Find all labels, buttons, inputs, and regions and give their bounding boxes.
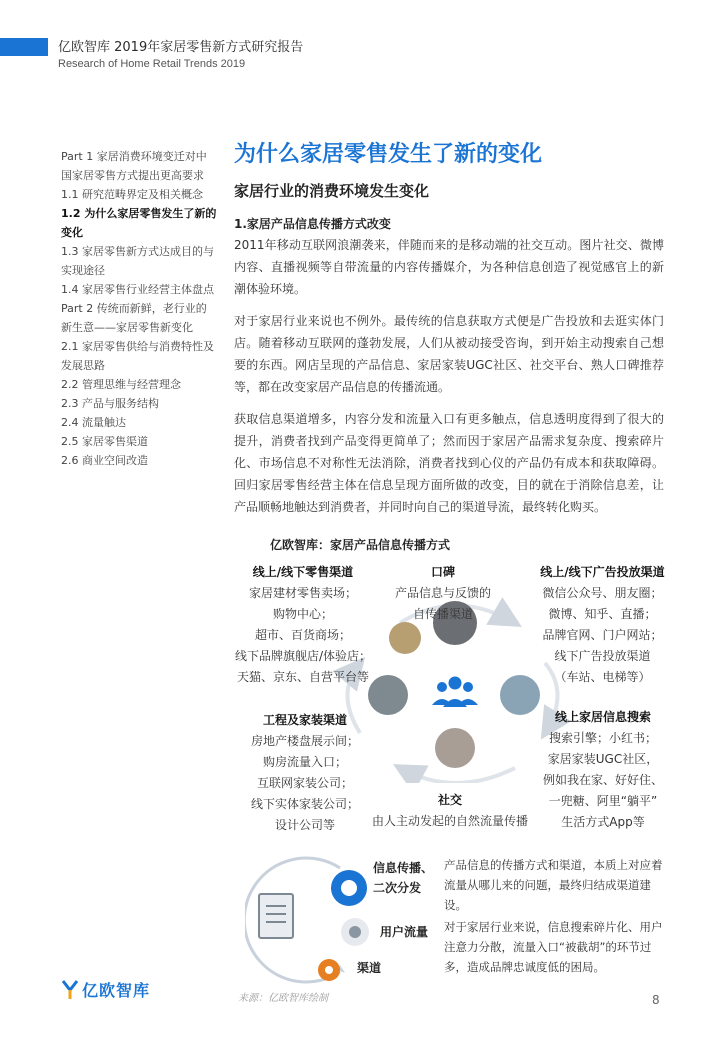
toc-item-1-4[interactable]: 1.4 家居零售行业经营主体盘点 (61, 283, 214, 296)
toc-item-2-6[interactable]: 2.6 商业空间改造 (61, 454, 148, 467)
flow-paragraph-2: 对于家居行业来说，信息搜索碎片化、用户注意力分散，流量入口“被截胡”的环节过多，造成品牌忠诚度低的困局。 (444, 920, 663, 974)
block-engineering-channels: 工程及家装渠道 房地产楼盘展示间； 购房流量入口； 互联网家装公司； 线下实体家装公司； 设计公司等 (250, 713, 359, 832)
brand-logo (62, 978, 150, 1001)
paragraph-3: 获取信息渠道增多，内容分发和流量入口有更多触点，信息透明度得到了很大的提升，消费者找到产品变得更简单了；然而因于家居产品需求复杂度、搜索碎片化、市场信息不对称性无法消除，消费者找到心仪的产品仍有成本和获取障碍。回归家居零售经营主体在信息呈现方面所做的改变，目的就在于消除信息差，让产品顺畅地触达到消费者，并同时向自己的渠道导流，最终转化购买。 (234, 412, 664, 514)
toc-item-part1[interactable]: Part 1 家居消费环境变迁对中 国家居零售方式提出更高要求 (61, 150, 207, 182)
header-accent-bar (0, 38, 48, 56)
subsection-heading: 家居行业的消费环境发生变化 (234, 182, 430, 200)
toc-item-1-2-active[interactable]: 1.2 为什么家居零售发生了新的 变化 (61, 207, 217, 239)
page-number: 8 (652, 993, 660, 1007)
block-social: 社交 由人主动发起的自然流量传播 (371, 793, 528, 828)
report-subtitle: Research of Home Retail Trends 2019 (58, 58, 246, 70)
users-icon (432, 677, 478, 708)
photo-retail (389, 622, 421, 654)
logo-y-icon (62, 980, 78, 1000)
toc-item-2-2[interactable]: 2.2 管理思维与经营理念 (61, 378, 181, 391)
toc-item-part2[interactable]: Part 2 传统而新鲜，老行业的 新生意——家居零售新变化 (61, 302, 207, 334)
toc-item-2-1[interactable]: 2.1 家居零售供给与消费特性及 发展思路 (61, 340, 214, 372)
logo-text: 亿欧智库 (82, 981, 151, 1000)
block-retail-channels: 线上/线下零售渠道 家居建材零售卖场； 购物中心； 超市、百货商场； 线下品牌旗舰店/体验店； 天猫、京东、自营平台等 (234, 565, 372, 684)
flow-label-channel: 渠道 (357, 961, 382, 975)
source-note: 来源：亿欧智库绘制 (238, 993, 328, 1004)
block-word-of-mouth: 口碑 产品信息与反馈的 自传播渠道 (394, 565, 491, 621)
block-online-search: 线上家居信息搜索 搜索引擎；小红书； 家居家装UGC社区， 例如我在家、好好住、 一兜糖、阿里“躺平” 生活方式App等 (542, 710, 663, 829)
paragraph-2: 对于家居行业来说也不例外。最传统的信息获取方式便是广告投放和去逛实体门店。随着移动互联网的蓬勃发展，人们从被动接受咨询，到开始主动搜索自己想要的东西。网店呈现的产品信息、家居家装UGC社区、社交平台、熟人口碑推荐等，都在改变家居产品信息的传播流通。 (234, 314, 664, 394)
toc-item-1-3[interactable]: 1.3 家居零售新方式达成目的与 实现途径 (61, 245, 214, 277)
diagram-title: 亿欧智库：家居产品信息传播方式 (269, 538, 450, 552)
traffic-flow-graphic (245, 850, 370, 985)
main-content (234, 140, 664, 518)
document-icon (259, 894, 293, 938)
toc-item-2-4[interactable]: 2.4 流量触达 (61, 416, 126, 429)
toc-item-2-5[interactable]: 2.5 家居零售渠道 (61, 435, 148, 448)
section-heading: 为什么家居零售发生了新的变化 (234, 142, 543, 167)
flow-label-traffic: 用户流量 (380, 925, 429, 939)
toc-item-1-1[interactable]: 1.1 研究范畴界定及相关概念 (61, 188, 203, 201)
toc-item-2-3[interactable]: 2.3 产品与服务结构 (61, 397, 159, 410)
report-title: 亿欧智库 2019年家居零售新方式研究报告 (58, 40, 304, 55)
flow-description (444, 855, 666, 977)
flow-paragraph-1: 产品信息的传播方式和渠道，本质上对应着流量从哪儿来的问题，最终归结成渠道建设。 (444, 858, 663, 912)
photo-social (435, 728, 475, 768)
block-advertising-channels: 线上/线下广告投放渠道 微信公众号、朋友圈； 微博、知乎、直播； 品牌官网、门户网站； 线下广告投放渠道 （车站、电梯等） (540, 565, 665, 684)
topic-heading: 1.家居产品信息传播方式改变 (234, 217, 391, 231)
paragraph-1: 2011年移动互联网浪潮袭来，伴随而来的是移动端的社交互动。图片社交、微博内容、直播视频等自带流量的内容传播媒介，为各种信息创造了视觉感官上的新潮体验环境。 (234, 238, 664, 296)
flow-label-distribution: 信息传播、 二次分发 (373, 861, 434, 895)
table-of-contents (61, 147, 221, 470)
